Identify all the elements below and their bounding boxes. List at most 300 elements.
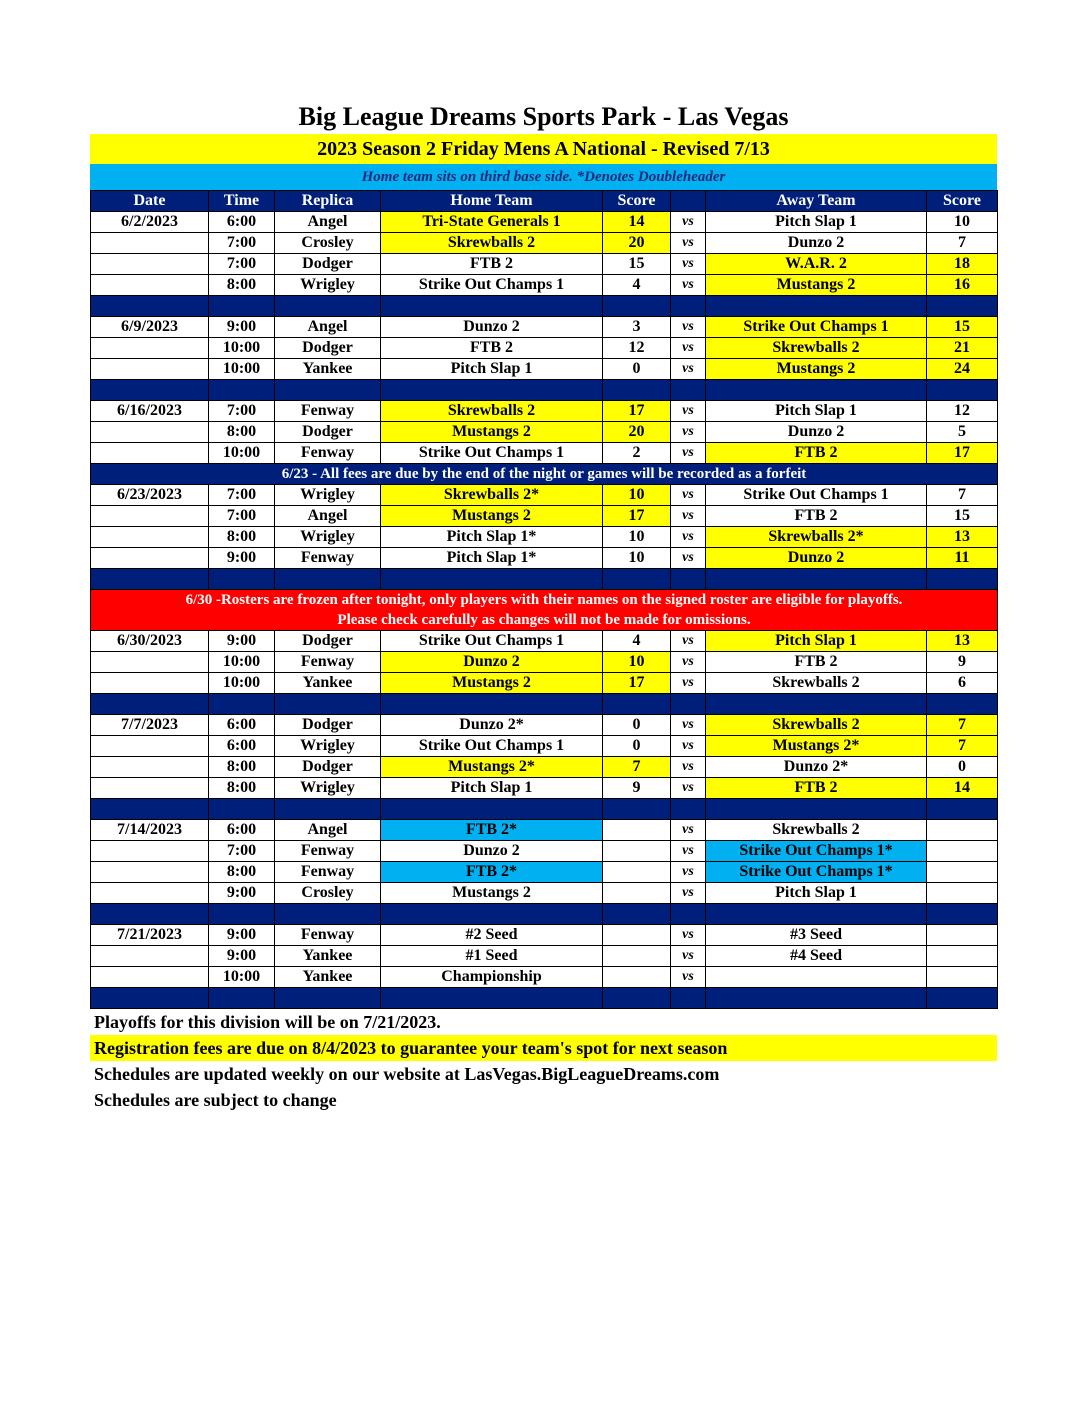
game-row	[91, 673, 998, 694]
vs-label: vs	[671, 631, 706, 652]
home-score	[603, 820, 671, 841]
game-time: 6:00	[209, 715, 275, 736]
away-team: FTB 2	[706, 652, 927, 673]
field-replica: Fenway	[275, 862, 381, 883]
away-score: 0	[927, 757, 998, 778]
separator-cell	[603, 694, 671, 715]
vs-label: vs	[671, 233, 706, 254]
separator-cell	[603, 799, 671, 820]
separator-cell	[706, 799, 927, 820]
game-row	[91, 548, 998, 569]
separator-cell	[706, 988, 927, 1009]
home-team: Mustangs 2	[381, 506, 603, 527]
separator-cell	[671, 380, 706, 401]
page-subtitle: 2023 Season 2 Friday Mens A National - Revised 7/13	[90, 134, 997, 164]
home-score: 12	[603, 338, 671, 359]
footer-subject-to-change: Schedules are subject to change	[94, 1090, 337, 1110]
game-time: 8:00	[209, 275, 275, 296]
separator-cell	[381, 904, 603, 925]
home-team: Mustangs 2*	[381, 757, 603, 778]
home-team: Strike Out Champs 1	[381, 736, 603, 757]
vs-label: vs	[671, 841, 706, 862]
vs-label: vs	[671, 757, 706, 778]
home-score: 3	[603, 317, 671, 338]
separator-row	[91, 799, 998, 820]
home-team: Strike Out Champs 1	[381, 631, 603, 652]
separator-cell	[275, 988, 381, 1009]
away-team: Dunzo 2	[706, 548, 927, 569]
away-score: 15	[927, 506, 998, 527]
vs-label: vs	[671, 736, 706, 757]
away-score: 14	[927, 778, 998, 799]
game-row	[91, 715, 998, 736]
away-score: 18	[927, 254, 998, 275]
separator-cell	[603, 904, 671, 925]
separator-cell	[209, 799, 275, 820]
separator-cell	[275, 904, 381, 925]
away-team: Pitch Slap 1	[706, 631, 927, 652]
game-date: 7/7/2023	[91, 715, 209, 736]
vs-label: vs	[671, 422, 706, 443]
game-time: 8:00	[209, 778, 275, 799]
away-score: 15	[927, 317, 998, 338]
away-team: Mustangs 2	[706, 359, 927, 380]
game-row	[91, 506, 998, 527]
schedule-body	[91, 191, 998, 1009]
vs-label: vs	[671, 778, 706, 799]
separator-cell	[91, 296, 209, 317]
field-replica: Fenway	[275, 443, 381, 464]
separator-cell	[706, 904, 927, 925]
vs-label: vs	[671, 275, 706, 296]
separator-cell	[603, 569, 671, 590]
away-score	[927, 820, 998, 841]
game-date: 7/14/2023	[91, 820, 209, 841]
vs-label: vs	[671, 925, 706, 946]
away-team: Strike Out Champs 1	[706, 485, 927, 506]
away-team: Pitch Slap 1	[706, 212, 927, 233]
home-score: 17	[603, 673, 671, 694]
away-team: Skrewballs 2*	[706, 527, 927, 548]
field-replica: Angel	[275, 820, 381, 841]
home-team: #2 Seed	[381, 925, 603, 946]
field-replica: Fenway	[275, 401, 381, 422]
notice-row	[91, 464, 998, 485]
separator-cell	[381, 799, 603, 820]
game-date: 6/30/2023	[91, 631, 209, 652]
game-row	[91, 631, 998, 652]
game-row	[91, 736, 998, 757]
vs-label: vs	[671, 338, 706, 359]
field-replica: Wrigley	[275, 736, 381, 757]
home-score: 0	[603, 359, 671, 380]
away-team: Dunzo 2*	[706, 757, 927, 778]
home-team: FTB 2*	[381, 862, 603, 883]
away-score	[927, 883, 998, 904]
away-team: Mustangs 2	[706, 275, 927, 296]
home-team: FTB 2	[381, 254, 603, 275]
vs-label: vs	[671, 212, 706, 233]
field-replica: Yankee	[275, 946, 381, 967]
separator-cell	[671, 904, 706, 925]
game-date	[91, 778, 209, 799]
col-header-away-team: Away Team	[706, 191, 927, 212]
game-row	[91, 212, 998, 233]
away-score: 13	[927, 527, 998, 548]
field-replica: Fenway	[275, 841, 381, 862]
game-date	[91, 422, 209, 443]
separator-cell	[381, 569, 603, 590]
game-date	[91, 736, 209, 757]
game-time: 7:00	[209, 485, 275, 506]
field-replica: Fenway	[275, 652, 381, 673]
game-row	[91, 422, 998, 443]
vs-label: vs	[671, 359, 706, 380]
field-replica: Dodger	[275, 338, 381, 359]
separator-row	[91, 380, 998, 401]
game-row	[91, 527, 998, 548]
game-time: 6:00	[209, 820, 275, 841]
game-time: 8:00	[209, 862, 275, 883]
separator-cell	[209, 380, 275, 401]
home-score: 7	[603, 757, 671, 778]
separator-cell	[91, 904, 209, 925]
home-team: Championship	[381, 967, 603, 988]
home-team: Dunzo 2	[381, 652, 603, 673]
home-team: FTB 2*	[381, 820, 603, 841]
home-team: Mustangs 2	[381, 673, 603, 694]
game-row	[91, 967, 998, 988]
separator-cell	[275, 799, 381, 820]
away-team: W.A.R. 2	[706, 254, 927, 275]
home-team: Dunzo 2*	[381, 715, 603, 736]
home-team: Pitch Slap 1	[381, 359, 603, 380]
away-score: 13	[927, 631, 998, 652]
vs-label: vs	[671, 506, 706, 527]
separator-cell	[275, 694, 381, 715]
away-team: Skrewballs 2	[706, 820, 927, 841]
away-score: 9	[927, 652, 998, 673]
roster-alert	[91, 590, 998, 631]
separator-cell	[275, 380, 381, 401]
away-score: 17	[927, 443, 998, 464]
away-score	[927, 841, 998, 862]
game-date	[91, 946, 209, 967]
home-team: Dunzo 2	[381, 317, 603, 338]
away-score: 10	[927, 212, 998, 233]
footer-playoffs: Playoffs for this division will be on 7/21/2023.	[94, 1012, 441, 1032]
home-score: 17	[603, 401, 671, 422]
home-score: 20	[603, 422, 671, 443]
separator-cell	[706, 296, 927, 317]
game-date	[91, 506, 209, 527]
game-row	[91, 443, 998, 464]
game-row	[91, 862, 998, 883]
away-score: 7	[927, 485, 998, 506]
home-team-note: Home team sits on third base side. *Denotes Doubleheader	[90, 164, 997, 190]
home-score: 17	[603, 506, 671, 527]
field-replica: Angel	[275, 317, 381, 338]
game-date: 6/16/2023	[91, 401, 209, 422]
field-replica: Dodger	[275, 422, 381, 443]
game-time: 9:00	[209, 548, 275, 569]
away-team: Pitch Slap 1	[706, 401, 927, 422]
away-score: 7	[927, 715, 998, 736]
home-team: Tri-State Generals 1	[381, 212, 603, 233]
col-header-date: Date	[91, 191, 209, 212]
game-date	[91, 673, 209, 694]
separator-cell	[603, 988, 671, 1009]
game-time: 10:00	[209, 673, 275, 694]
away-team: FTB 2	[706, 778, 927, 799]
game-row	[91, 401, 998, 422]
separator-cell	[381, 694, 603, 715]
away-score	[927, 946, 998, 967]
separator-cell	[91, 799, 209, 820]
separator-cell	[603, 296, 671, 317]
game-row	[91, 841, 998, 862]
separator-row	[91, 296, 998, 317]
schedule-table	[90, 190, 998, 1009]
separator-cell	[91, 569, 209, 590]
game-time: 8:00	[209, 527, 275, 548]
game-row	[91, 338, 998, 359]
game-time: 7:00	[209, 254, 275, 275]
home-score: 4	[603, 275, 671, 296]
col-header-home-score: Score	[603, 191, 671, 212]
vs-label: vs	[671, 862, 706, 883]
vs-label: vs	[671, 548, 706, 569]
vs-label: vs	[671, 485, 706, 506]
game-date	[91, 652, 209, 673]
home-score: 20	[603, 233, 671, 254]
vs-label: vs	[671, 254, 706, 275]
away-score	[927, 862, 998, 883]
separator-cell	[209, 904, 275, 925]
game-date	[91, 275, 209, 296]
roster-alert-line1: 6/30 -Rosters are frozen after tonight, only players with their names on the signed roster are eligible for playoffs.	[185, 592, 903, 608]
game-time: 6:00	[209, 736, 275, 757]
roster-alert-line2: Please check carefully as changes will not be made for omissions.	[337, 612, 751, 628]
separator-row	[91, 694, 998, 715]
separator-cell	[671, 694, 706, 715]
home-score: 10	[603, 527, 671, 548]
game-time: 8:00	[209, 422, 275, 443]
field-replica: Dodger	[275, 715, 381, 736]
field-replica: Angel	[275, 212, 381, 233]
away-score: 24	[927, 359, 998, 380]
home-score: 4	[603, 631, 671, 652]
away-team: Dunzo 2	[706, 422, 927, 443]
separator-row	[91, 904, 998, 925]
game-row	[91, 485, 998, 506]
separator-cell	[927, 904, 998, 925]
away-team: Dunzo 2	[706, 233, 927, 254]
col-header-home-team: Home Team	[381, 191, 603, 212]
game-time: 9:00	[209, 631, 275, 652]
home-score	[603, 841, 671, 862]
away-team: Strike Out Champs 1*	[706, 862, 927, 883]
field-replica: Wrigley	[275, 778, 381, 799]
col-header-vs	[671, 191, 706, 212]
away-team: Mustangs 2*	[706, 736, 927, 757]
separator-cell	[209, 988, 275, 1009]
away-score: 11	[927, 548, 998, 569]
header-row	[91, 191, 998, 212]
game-time: 7:00	[209, 841, 275, 862]
game-time: 9:00	[209, 925, 275, 946]
game-time: 6:00	[209, 212, 275, 233]
separator-cell	[927, 988, 998, 1009]
game-date	[91, 967, 209, 988]
away-score: 7	[927, 233, 998, 254]
separator-cell	[275, 296, 381, 317]
vs-label: vs	[671, 820, 706, 841]
separator-cell	[381, 380, 603, 401]
game-date	[91, 862, 209, 883]
vs-label: vs	[671, 527, 706, 548]
away-team: Skrewballs 2	[706, 673, 927, 694]
separator-cell	[91, 988, 209, 1009]
separator-cell	[91, 380, 209, 401]
game-date	[91, 233, 209, 254]
away-team: Skrewballs 2	[706, 338, 927, 359]
separator-cell	[927, 569, 998, 590]
away-team	[706, 967, 927, 988]
home-score: 15	[603, 254, 671, 275]
separator-cell	[209, 569, 275, 590]
game-row	[91, 757, 998, 778]
home-score	[603, 946, 671, 967]
vs-label: vs	[671, 715, 706, 736]
game-row	[91, 778, 998, 799]
game-date	[91, 443, 209, 464]
game-time: 10:00	[209, 338, 275, 359]
away-score	[927, 925, 998, 946]
home-score	[603, 967, 671, 988]
game-time: 9:00	[209, 883, 275, 904]
game-time: 7:00	[209, 506, 275, 527]
game-row	[91, 317, 998, 338]
away-score: 16	[927, 275, 998, 296]
field-replica: Dodger	[275, 757, 381, 778]
separator-cell	[671, 799, 706, 820]
field-replica: Dodger	[275, 254, 381, 275]
game-date	[91, 527, 209, 548]
home-score: 10	[603, 652, 671, 673]
home-team: Skrewballs 2*	[381, 485, 603, 506]
field-replica: Yankee	[275, 359, 381, 380]
separator-cell	[381, 988, 603, 1009]
field-replica: Fenway	[275, 925, 381, 946]
game-row	[91, 254, 998, 275]
home-score: 2	[603, 443, 671, 464]
game-row	[91, 359, 998, 380]
separator-cell	[706, 694, 927, 715]
schedule-sheet	[90, 100, 997, 1113]
separator-cell	[706, 380, 927, 401]
away-score: 21	[927, 338, 998, 359]
home-team: Pitch Slap 1*	[381, 548, 603, 569]
notice-text: 6/23 - All fees are due by the end of the night or games will be recorded as a forfeit	[91, 464, 998, 485]
home-team: Pitch Slap 1*	[381, 527, 603, 548]
away-team: #4 Seed	[706, 946, 927, 967]
field-replica: Wrigley	[275, 275, 381, 296]
game-time: 10:00	[209, 967, 275, 988]
footer-website: Schedules are updated weekly on our website at LasVegas.BigLeagueDreams.com	[94, 1064, 720, 1084]
home-team: Mustangs 2	[381, 422, 603, 443]
vs-label: vs	[671, 317, 706, 338]
page-title: Big League Dreams Sports Park - Las Vegas	[298, 102, 789, 131]
separator-cell	[671, 296, 706, 317]
vs-label: vs	[671, 967, 706, 988]
away-team: #3 Seed	[706, 925, 927, 946]
home-team: Strike Out Champs 1	[381, 275, 603, 296]
game-row	[91, 820, 998, 841]
vs-label: vs	[671, 652, 706, 673]
home-team: FTB 2	[381, 338, 603, 359]
away-team: Pitch Slap 1	[706, 883, 927, 904]
game-date	[91, 757, 209, 778]
home-score	[603, 862, 671, 883]
home-team: Pitch Slap 1	[381, 778, 603, 799]
separator-cell	[671, 569, 706, 590]
separator-cell	[91, 694, 209, 715]
vs-label: vs	[671, 443, 706, 464]
separator-cell	[927, 799, 998, 820]
home-score	[603, 925, 671, 946]
separator-cell	[275, 569, 381, 590]
home-team: Skrewballs 2	[381, 233, 603, 254]
separator-cell	[381, 296, 603, 317]
separator-cell	[927, 694, 998, 715]
game-row	[91, 233, 998, 254]
game-date	[91, 883, 209, 904]
col-header-time: Time	[209, 191, 275, 212]
game-time: 9:00	[209, 946, 275, 967]
game-row	[91, 275, 998, 296]
game-time: 10:00	[209, 359, 275, 380]
vs-label: vs	[671, 401, 706, 422]
away-score: 5	[927, 422, 998, 443]
separator-cell	[927, 296, 998, 317]
col-header-away-score: Score	[927, 191, 998, 212]
home-team: Mustangs 2	[381, 883, 603, 904]
field-replica: Yankee	[275, 967, 381, 988]
game-row	[91, 652, 998, 673]
home-score: 14	[603, 212, 671, 233]
game-date	[91, 548, 209, 569]
home-score: 0	[603, 736, 671, 757]
footer-registration: Registration fees are due on 8/4/2023 to guarantee your team's spot for next season	[90, 1035, 997, 1061]
game-date: 7/21/2023	[91, 925, 209, 946]
separator-cell	[209, 296, 275, 317]
col-header-replica: Replica	[275, 191, 381, 212]
away-team: Skrewballs 2	[706, 715, 927, 736]
separator-cell	[671, 988, 706, 1009]
away-team: Strike Out Champs 1*	[706, 841, 927, 862]
game-time: 9:00	[209, 317, 275, 338]
field-replica: Dodger	[275, 631, 381, 652]
game-row	[91, 925, 998, 946]
game-date: 6/2/2023	[91, 212, 209, 233]
home-score: 10	[603, 548, 671, 569]
vs-label: vs	[671, 946, 706, 967]
away-score	[927, 967, 998, 988]
away-score: 7	[927, 736, 998, 757]
field-replica: Fenway	[275, 548, 381, 569]
separator-cell	[603, 380, 671, 401]
